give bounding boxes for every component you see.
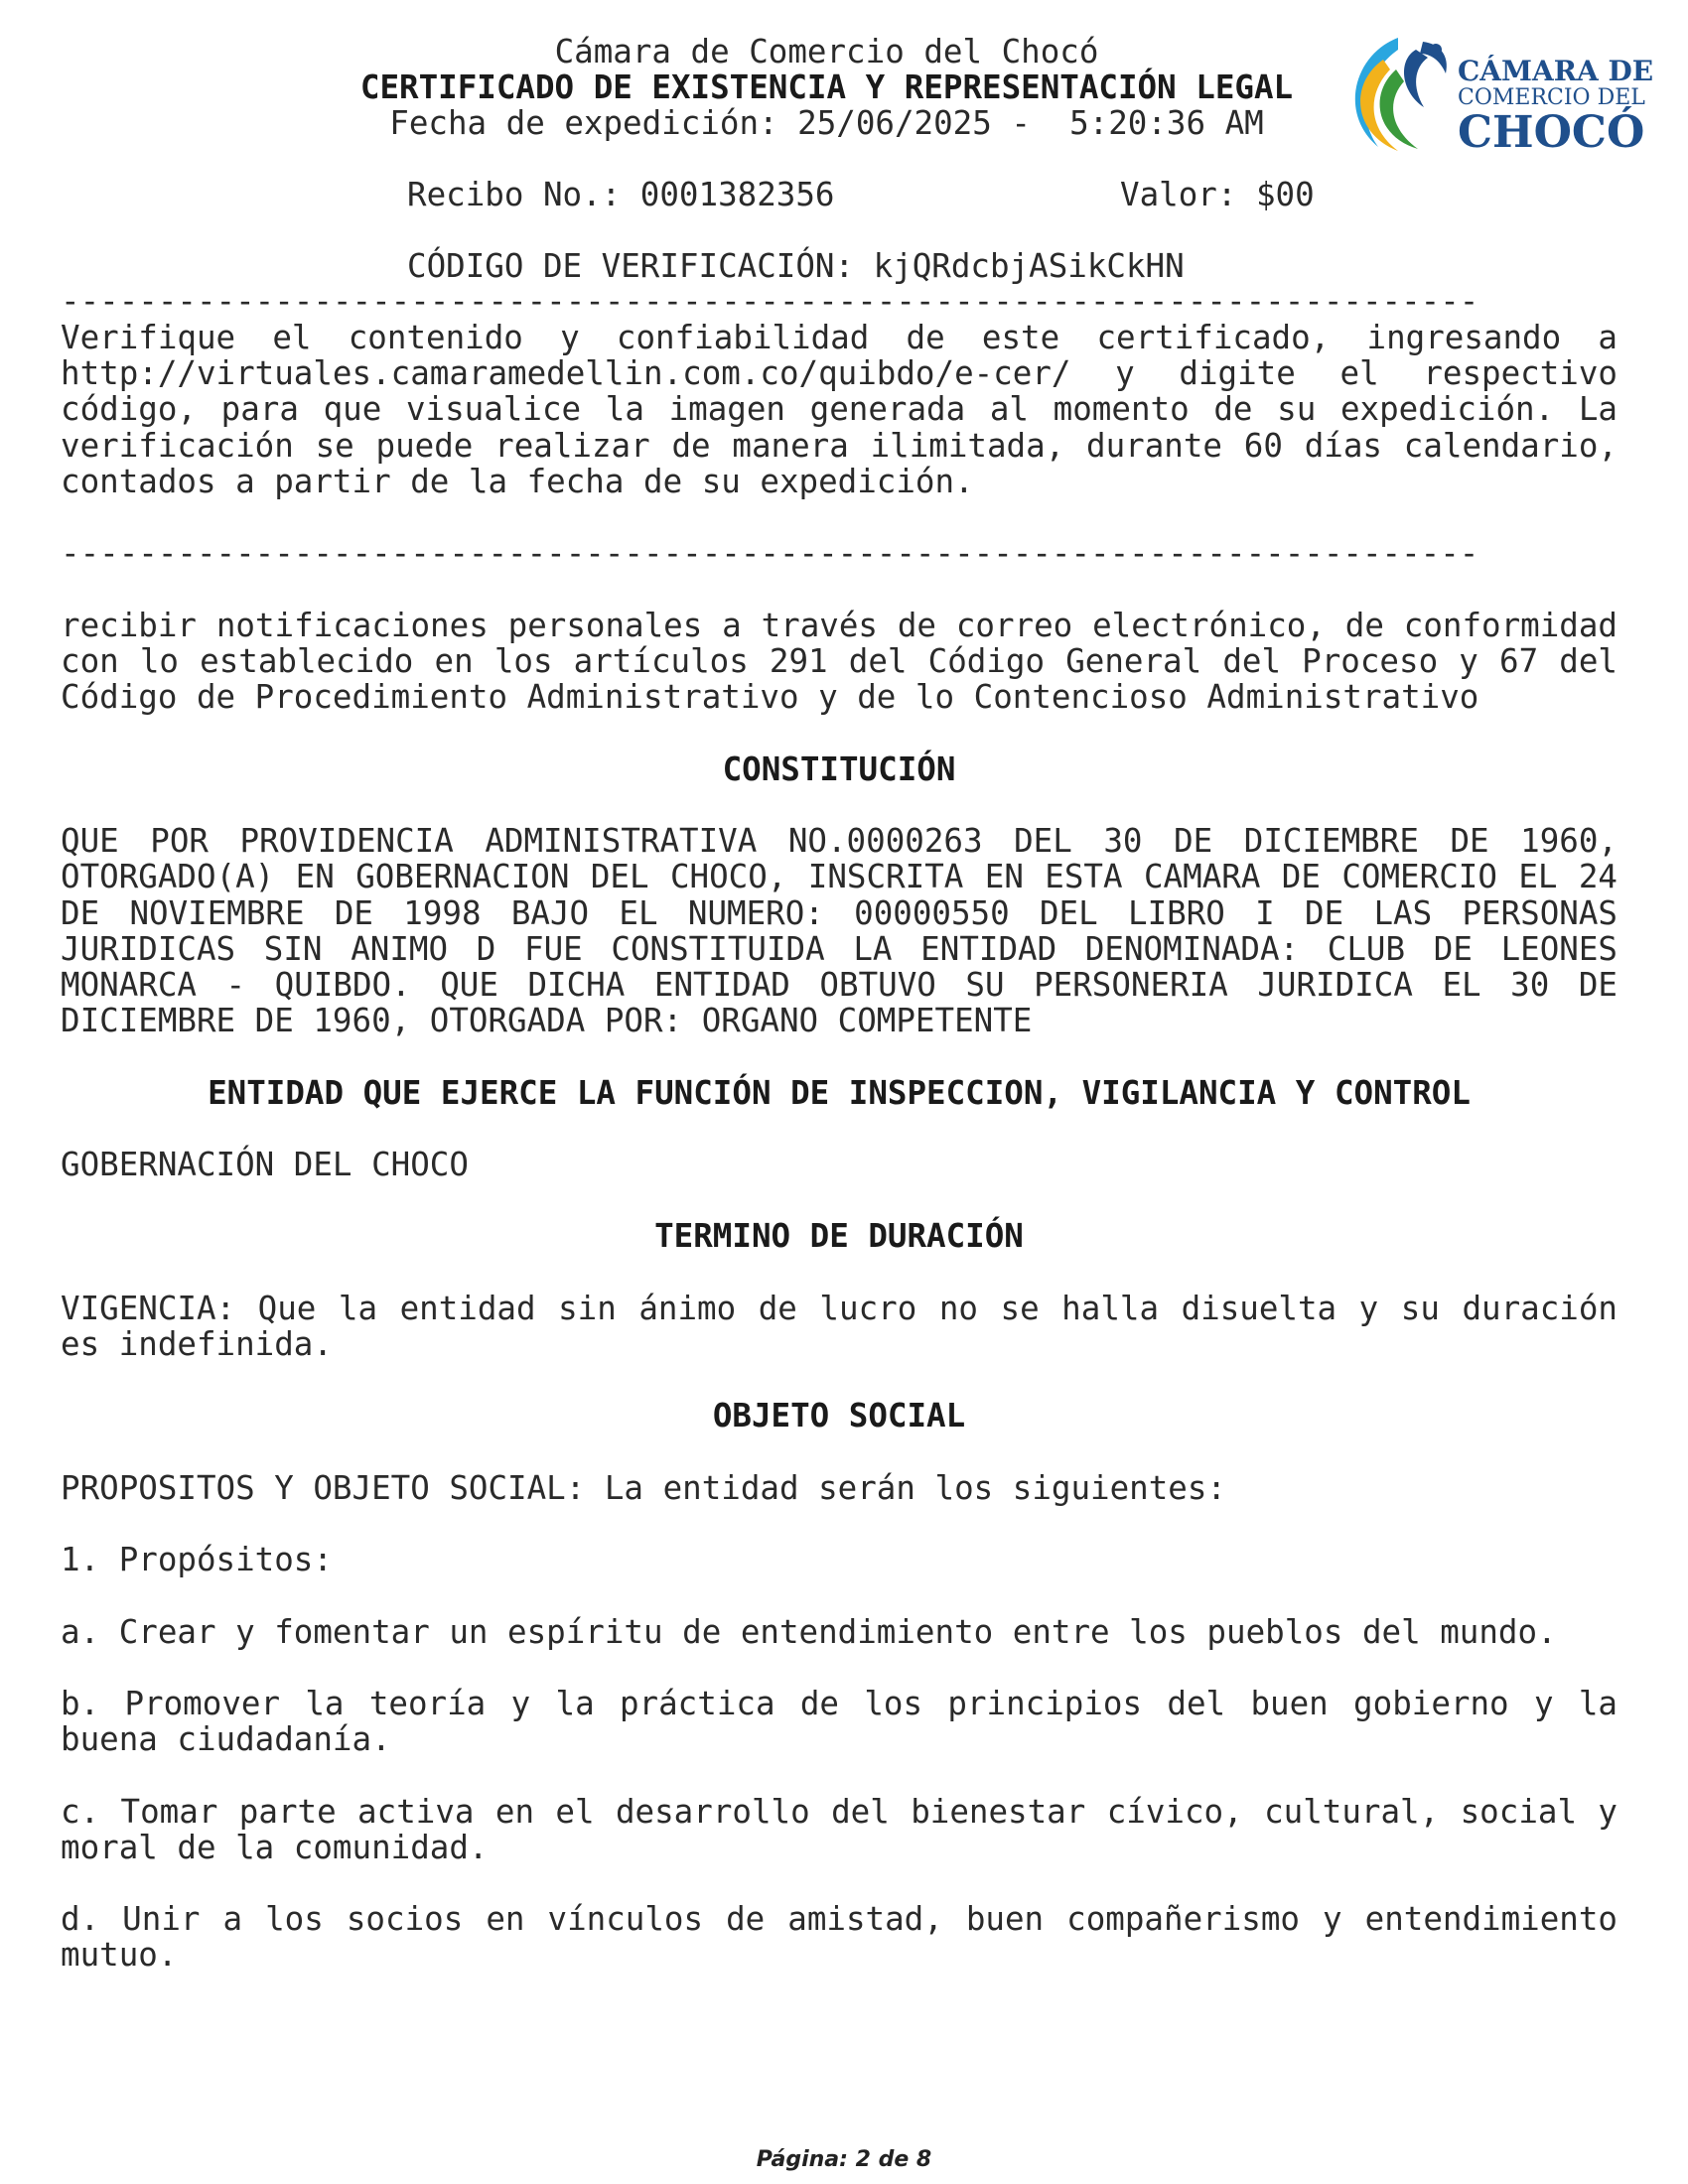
duracion-paragraph: VIGENCIA: Que la entidad sin ánimo de lucro no se halla disuelta y su duración es indefinida.	[61, 1289, 1618, 1363]
receipt-value: Valor: $00	[1120, 176, 1315, 213]
logo-emblem-icon	[1329, 30, 1468, 159]
constitucion-paragraph: QUE POR PROVIDENCIA ADMINISTRATIVA NO.0000263 DEL 30 DE DICIEMBRE DE 1960, OTORGADO(A) EN GOBERNACION DEL CHOCO, INSCRITA EN ESTA CAMARA DE COMERCIO EL 24 DE NOVIEMBRE DE 1998 BAJO EL NUMERO: 00000550 DEL LIBRO I DE LAS PERSONAS JURIDICAS SIN ANIMO D FUE CONSTITUIDA LA ENTIDAD DENOMINADA: CLUB DE LEONES MONARCA - QUIBDO. QUE DICHA ENTIDAD OBTUVO SU PERSONERIA JURIDICA EL 30 DE DICIEMBRE DE 1960, OTORGADA POR: ORGANO COMPETENTE	[61, 822, 1618, 1040]
intro-paragraph: recibir notificaciones personales a través de correo electrónico, de conformidad con lo establecido en los artículos 291 del Código General del Proceso y 67 del Código de Procedimiento Administrativo y de lo Contencioso Administrativo	[61, 607, 1618, 717]
divider-bottom: -------------------------------------------------------------------------	[61, 535, 1479, 572]
verification-code: CÓDIGO DE VERIFICACIÓN: kjQRdcbjASikCkHN	[407, 247, 1185, 285]
propositos-label: 1. Propósitos:	[61, 1541, 333, 1579]
entidad-heading: ENTIDAD QUE EJERCE LA FUNCIÓN DE INSPECCION, VIGILANCIA Y CONTROL	[208, 1073, 1471, 1112]
entidad-paragraph: GOBERNACIÓN DEL CHOCO	[61, 1145, 469, 1183]
receipt-number: Recibo No.: 0001382356	[407, 176, 835, 213]
certificate-body	[61, 608, 1618, 2009]
certificate-title: CERTIFICADO DE EXISTENCIA Y REPRESENTACIÓN LEGAL	[359, 68, 1294, 106]
logo-line-1: CÁMARA DE	[1458, 55, 1654, 87]
logo-wordmark	[1458, 30, 1654, 158]
divider-top: -------------------------------------------------------------------------	[61, 283, 1479, 320]
duracion-heading: TERMINO DE DURACIÓN	[654, 1217, 1024, 1256]
objeto-heading: OBJETO SOCIAL	[712, 1397, 966, 1435]
logo-line-2: COMERCIO DEL	[1458, 85, 1645, 110]
page-number: Página: 2 de 8	[756, 2147, 932, 2172]
chamber-logo	[1329, 30, 1654, 159]
issue-date: Fecha de expedición: 25/06/2025 - 5:20:36 AM	[389, 104, 1264, 142]
proposito-item: a. Crear y fomentar un espíritu de entendimiento entre los pueblos del mundo.	[61, 1612, 1557, 1651]
objeto-intro: PROPOSITOS Y OBJETO SOCIAL: La entidad serán los siguientes:	[61, 1468, 1226, 1507]
proposito-item: b. Promover la teoría y la práctica de los principios del buen gobierno y la buena ciudadanía.	[61, 1684, 1618, 1759]
verification-notice: Verifique el contenido y confiabilidad de este certificado, ingresando a http://virtuales.camaramedellin.com.co/quibdo/e-cer/ y digite el respectivo código, para que visualice la imagen generada al momento de su expedición. La verificación se puede realizar de manera ilimitada, durante 60 días calendario, contados a partir de la fecha de su expedición.	[61, 319, 1618, 500]
proposito-item: c. Tomar parte activa en el desarrollo del bienestar cívico, cultural, social y moral de la comunidad.	[61, 1792, 1618, 1866]
chamber-name: Cámara de Comercio del Chocó	[554, 33, 1099, 70]
logo-line-3: CHOCÓ	[1458, 107, 1645, 158]
constitucion-heading: CONSTITUCIÓN	[722, 750, 956, 788]
proposito-item: d. Unir a los socios en vínculos de amistad, buen compañerismo y entendimiento mutuo.	[61, 1900, 1618, 1975]
